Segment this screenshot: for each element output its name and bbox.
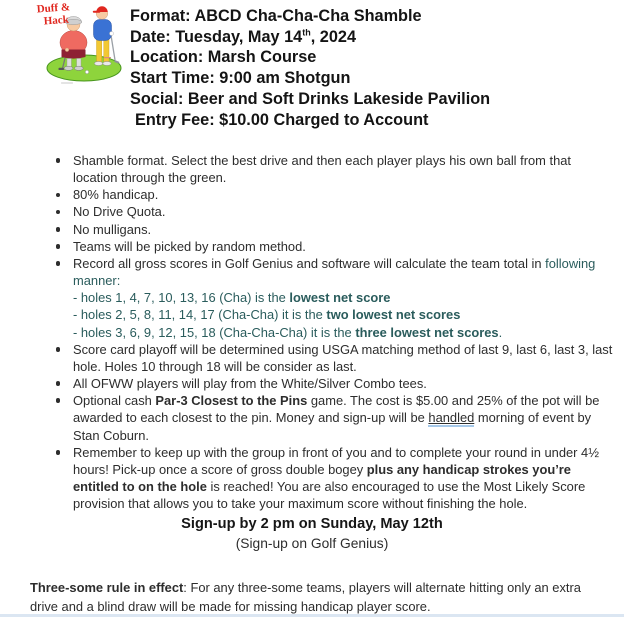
glove-hand	[110, 32, 114, 36]
text-segment: awarded to each closest to the pin. Money and sign-up will be	[73, 410, 429, 426]
rules-item	[73, 375, 612, 392]
signup-method: (Sign-up on Golf Genius)	[235, 536, 389, 551]
text-segment: is reached! You are also encouraged to use the Most Likely Score	[206, 478, 586, 494]
rules-item	[73, 238, 612, 255]
rules-line	[73, 186, 612, 203]
rules-list	[73, 152, 612, 512]
bullet-dot-icon	[56, 381, 61, 386]
duff-and-hack-logo	[27, 1, 123, 89]
rules-line	[73, 461, 612, 478]
signup-deadline: Sign-up by 2 pm on Sunday, May 12th	[181, 516, 443, 532]
text-segment: Teams will be picked by random method.	[73, 238, 306, 254]
text-segment: hole. Holes 10 through 18 will be consider as last.	[73, 358, 357, 374]
text-segment: Format: ABCD Cha-Cha-Cha Shamble	[130, 7, 422, 25]
text-segment: Start Time: 9:00 am Shotgun	[130, 69, 351, 88]
rules-line	[73, 169, 612, 186]
rules-item	[73, 186, 612, 203]
text-segment: Remember to keep up with the group in front of you and to complete your round in under 4½	[73, 444, 599, 460]
text-segment: following	[545, 255, 596, 271]
rules-item	[73, 203, 612, 220]
threesome-rule-note	[30, 579, 581, 616]
text-segment: Par-3 Closest to the Pins	[155, 393, 308, 409]
rules-item	[73, 255, 612, 341]
text-segment: morning of event by	[474, 410, 592, 426]
event-detail-line	[130, 68, 490, 89]
rules-line	[73, 203, 612, 220]
text-segment: Score card playoff will be determined using USGA matching method of last 9, last 6, last 3, last	[73, 341, 613, 357]
signature-mark	[104, 57, 111, 58]
rules-line	[73, 221, 612, 238]
bullet-dot-icon	[56, 158, 61, 163]
threesome-line	[30, 579, 581, 598]
text-segment: manner:	[73, 273, 121, 289]
bullet-dot-icon	[56, 227, 61, 232]
logo-illustration	[27, 1, 123, 89]
text-segment: No Drive Quota.	[73, 204, 166, 220]
text-segment: entitled to on the hole	[73, 478, 207, 494]
rules-item	[73, 392, 612, 443]
rules-line	[73, 392, 612, 409]
text-segment: - holes 2, 5, 8, 11, 14, 17 (Cha-Cha) it is the	[73, 307, 327, 323]
text-segment: Location: Marsh Course	[130, 48, 317, 67]
grass-patch	[47, 55, 121, 81]
text-segment: hours! Pick-up once a score of gross double bogey	[73, 461, 367, 477]
bullet-dot-icon	[56, 210, 61, 215]
bullet-dot-icon	[56, 398, 61, 403]
rules-line	[73, 324, 612, 341]
text-segment: Record all gross scores in Golf Genius and software will calculate the team total in	[73, 255, 546, 271]
event-detail-line	[130, 89, 490, 110]
text-segment: .	[498, 324, 503, 340]
logo-text-line2: Hack	[43, 13, 70, 28]
rules-line	[73, 409, 612, 426]
text-segment: Date: Tuesday, May 14	[130, 27, 303, 46]
text-segment: plus any handicap strokes you’re	[366, 461, 571, 477]
bullet-dot-icon	[56, 244, 61, 249]
text-segment: - holes 1, 4, 7, 10, 13, 16 (Cha) is the	[73, 290, 290, 306]
text-segment: Three-some rule in effect	[30, 580, 184, 595]
text-segment: , 2024	[310, 27, 357, 46]
event-details-header	[130, 6, 490, 130]
rules-line	[73, 306, 612, 323]
logo-text-line1: Duff &	[36, 1, 71, 16]
rules-item	[73, 341, 612, 375]
text-segment: Entry Fee: $10.00 Charged to Account	[135, 110, 429, 129]
text-segment: : For any three-some teams, players will alternate hitting only an extra	[183, 580, 581, 595]
text-segment: th	[302, 27, 311, 38]
rules-item	[73, 444, 612, 513]
signup-section	[0, 514, 624, 554]
rules-line	[73, 289, 612, 306]
rules-line	[73, 341, 612, 358]
text-segment: Shamble format. Select the best drive and then each player plays his own ball from that	[73, 153, 571, 168]
text-segment: Optional cash	[73, 393, 156, 409]
event-detail-line	[130, 6, 490, 27]
bullet-dot-icon	[56, 347, 61, 352]
fineprint-mark	[61, 83, 73, 84]
text-segment: location through the green.	[73, 170, 227, 186]
rules-line	[73, 272, 612, 289]
bullet-dot-icon	[56, 193, 61, 198]
text-segment: lowest net score	[289, 290, 391, 306]
bullet-dot-icon	[56, 450, 61, 455]
event-detail-line	[130, 47, 490, 68]
event-detail-line	[130, 110, 490, 131]
text-segment: - holes 3, 6, 9, 12, 15, 18 (Cha-Cha-Cha) it is the	[73, 324, 356, 340]
maroon-shorts	[62, 50, 86, 59]
rules-line	[73, 255, 612, 272]
text-segment: Social: Beer and Soft Drinks Lakeside Pavilion	[130, 89, 491, 108]
text-segment: drive and a blind draw will be made for missing handicap player score.	[30, 598, 431, 614]
rules-line	[73, 358, 612, 375]
tall-golfer-figure	[93, 6, 120, 65]
text-segment: three lowest net scores	[355, 324, 499, 340]
text-segment: Stan Coburn.	[73, 427, 149, 443]
rules-item	[73, 221, 612, 238]
text-segment: provision that allows you to take your maximum score without finishing the hole.	[73, 496, 528, 512]
rules-line	[73, 478, 612, 495]
text-segment: All OFWW players will play from the White/Silver Combo tees.	[73, 376, 427, 392]
bullet-dot-icon	[56, 261, 61, 266]
text-segment: game. The cost is $5.00 and 25% of the pot will be	[307, 393, 600, 409]
event-detail-line	[130, 27, 490, 48]
golf-ball	[85, 70, 88, 73]
rules-line	[73, 444, 612, 461]
rules-line	[73, 375, 612, 392]
rules-line	[73, 152, 612, 169]
text-segment: 80% handicap.	[73, 187, 159, 203]
text-segment: handled	[428, 410, 475, 426]
rules-line	[73, 238, 612, 255]
text-segment: No mulligans.	[73, 221, 152, 237]
rules-line	[73, 495, 612, 512]
text-segment: two lowest net scores	[326, 307, 461, 323]
rules-item	[73, 152, 612, 186]
rules-line	[73, 427, 612, 444]
